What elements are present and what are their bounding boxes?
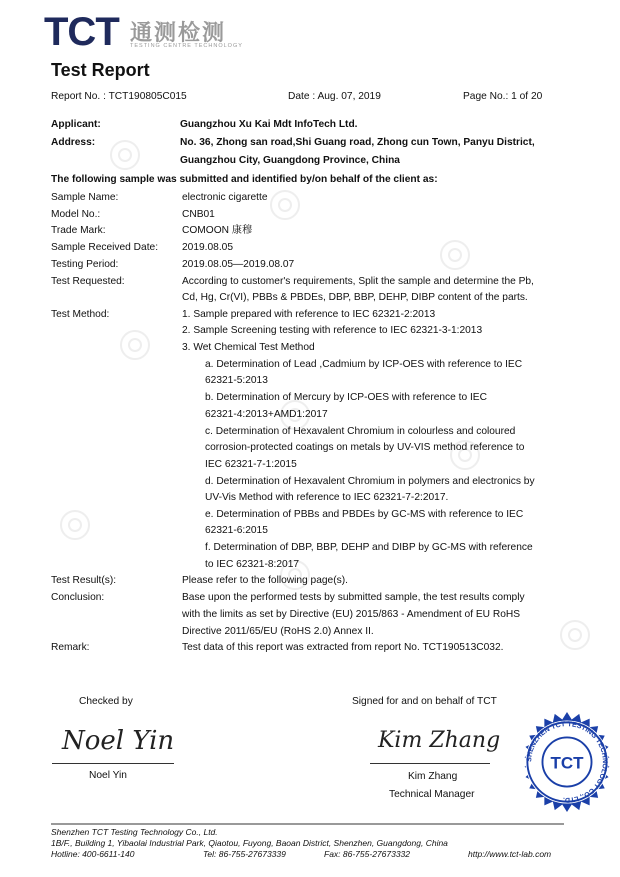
method-item: 1. Sample prepared with reference to IEC 62321-2:2013 <box>182 309 436 320</box>
address-line: No. 36, Zhong san road,Shi Guang road, Zhong cun Town, Panyu District, <box>180 137 535 148</box>
method-item: 3. Wet Chemical Test Method <box>182 342 315 353</box>
logo-chinese: 通测检测 <box>130 20 227 45</box>
method-sub-line: IEC 62321-7-1:2015 <box>205 459 297 470</box>
conclusion-line: Directive 2011/65/EU (RoHS 2.0) Annex II. <box>182 626 374 637</box>
page-number: Page No.: 1 of 20 <box>463 91 543 102</box>
signed-name: Kim Zhang <box>408 771 458 782</box>
watermark-icon <box>110 140 140 170</box>
field-value: CNB01 <box>182 209 215 220</box>
watermark-icon <box>270 190 300 220</box>
signed-signature: Kim Zhang <box>378 728 501 753</box>
signed-title: Technical Manager <box>389 789 475 800</box>
conclusion-line: Base upon the performed tests by submitted sample, the test results comply <box>182 592 525 603</box>
conclusion-line: with the limits as set by Directive (EU) 2015/863 - Amendment of EU RoHS <box>182 609 521 620</box>
method-sub-line: UV-Vis Method with reference to IEC 62321-7-2:2017. <box>205 492 449 503</box>
signature-line <box>52 763 174 764</box>
test-requested-label: Test Requested: <box>51 276 125 287</box>
address-label: Address: <box>51 137 96 148</box>
field-value: 2019.08.05—2019.08.07 <box>182 259 295 270</box>
method-sub-line: e. Determination of PBBs and PBDEs by GC-MS with reference to IEC <box>205 509 524 520</box>
field-label: Sample Name: <box>51 192 119 203</box>
method-sub-line: d. Determination of Hexavalent Chromium in polymers and electronics by <box>205 476 535 487</box>
watermark-icon <box>120 330 150 360</box>
test-requested-line: Cd, Hg, Cr(VI), PBBs & PBDEs, DBP, BBP, DEHP, DIBP content of the parts. <box>182 292 528 303</box>
report-number: Report No. : TCT190805C015 <box>51 91 187 102</box>
method-sub-line: to IEC 62321-8:2017 <box>205 559 300 570</box>
test-method-label: Test Method: <box>51 309 110 320</box>
method-sub-line: f. Determination of DBP, BBP, DEHP and DIBP by GC-MS with reference <box>205 542 533 553</box>
address-line: Guangzhou City, Guangdong Province, China <box>180 155 400 166</box>
field-label: Model No.: <box>51 209 101 220</box>
footer-fax: Fax: 86-755-27673332 <box>324 849 411 859</box>
method-sub-line: 62321-5:2013 <box>205 375 268 386</box>
report-date: Date : Aug. 07, 2019 <box>288 91 381 102</box>
method-item: 2. Sample Screening testing with reference to IEC 62321-3-1:2013 <box>182 325 483 336</box>
applicant-value: Guangzhou Xu Kai Mdt InfoTech Ltd. <box>180 119 358 130</box>
checked-signature: Noel Yin <box>62 726 175 756</box>
tct-logo: TCT <box>44 10 119 54</box>
signature-line <box>370 763 490 764</box>
page-title: Test Report <box>51 60 150 80</box>
seal-center-text: TCT <box>550 753 584 773</box>
footer-tel: Tel: 86-755-27673339 <box>203 849 286 859</box>
footer-address: 1B/F., Building 1, Yibaolai Industrial Park, Qiaotou, Fuyong, Baoan District, Shenzhen, Guangdong, China <box>51 838 448 848</box>
watermark-icon <box>440 240 470 270</box>
company-seal <box>517 712 617 812</box>
footer-hotline: Hotline: 400-6611-140 <box>51 849 135 859</box>
field-value: electronic cigarette <box>182 192 268 203</box>
footer-website[interactable]: http://www.tct-lab.com <box>468 849 552 859</box>
field-value: COMOON 康穆 <box>182 225 253 236</box>
watermark-icon <box>60 510 90 540</box>
test-requested-line: According to customer's requirements, Split the sample and determine the Pb, <box>182 276 534 287</box>
method-sub-line: c. Determination of Hexavalent Chromium in colourless and coloured <box>205 426 516 437</box>
field-label: Testing Period: <box>51 259 119 270</box>
footer-company: Shenzhen TCT Testing Technology Co., Ltd. <box>51 827 218 837</box>
test-result-value: Please refer to the following page(s). <box>182 575 348 586</box>
remark-label: Remark: <box>51 642 90 653</box>
method-sub-line: 62321-6:2015 <box>205 525 268 536</box>
checked-name: Noel Yin <box>89 770 127 781</box>
method-sub-line: corrosion-protected coatings on metals by UV-VIS method reference to <box>205 442 525 453</box>
method-sub-line: a. Determination of Lead ,Cadmium by ICP-OES with reference to IEC <box>205 359 523 370</box>
field-label: Trade Mark: <box>51 225 106 236</box>
logo-subtitle: TESTING CENTRE TECHNOLOGY <box>130 43 243 49</box>
seal-ring-text: SHENZHEN TCT TESTING TECHNOLOGY CO., LTD. <box>526 721 608 803</box>
field-value: 2019.08.05 <box>182 242 233 253</box>
method-sub-line: b. Determination of Mercury by ICP-OES with reference to IEC <box>205 392 487 403</box>
method-sub-line: 62321-4:2013+AMD1:2017 <box>205 409 328 420</box>
applicant-label: Applicant: <box>51 119 101 130</box>
watermark-icon <box>560 620 590 650</box>
remark-value: Test data of this report was extracted from report No. TCT190513C032. <box>182 642 504 653</box>
signed-label: Signed for and on behalf of TCT <box>352 696 497 707</box>
intro-text: The following sample was submitted and identified by/on behalf of the client as: <box>51 174 438 185</box>
field-label: Sample Received Date: <box>51 242 159 253</box>
test-result-label: Test Result(s): <box>51 575 117 586</box>
conclusion-label: Conclusion: <box>51 592 105 603</box>
checked-by-label: Checked by <box>79 696 133 707</box>
footer-divider <box>51 823 564 825</box>
